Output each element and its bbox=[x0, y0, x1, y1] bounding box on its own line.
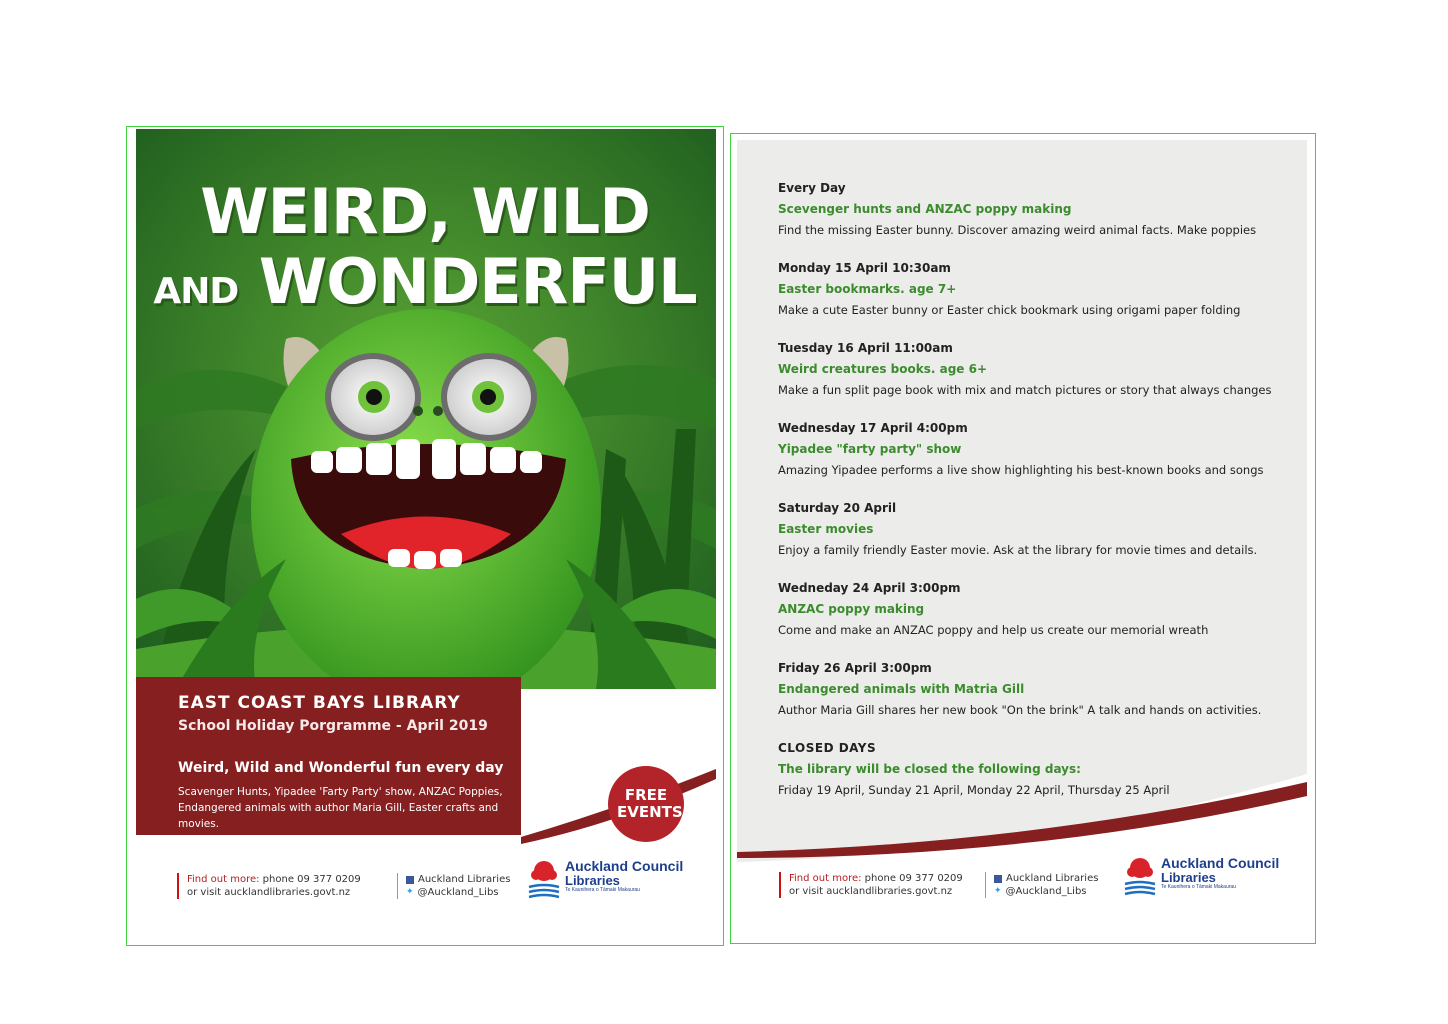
find-phone: phone 09 377 0209 bbox=[259, 874, 361, 885]
find-label: Find out more: bbox=[187, 874, 260, 885]
badge-events: EVENTS bbox=[617, 803, 683, 821]
event-when: Every Day bbox=[778, 181, 846, 195]
event-desc: Enjoy a family friendly Easter movie. Ask at the library for movie times and details. bbox=[778, 543, 1258, 557]
find-web-link[interactable]: or visit aucklandlibraries.govt.nz bbox=[187, 887, 351, 898]
event-item bbox=[778, 178, 1298, 241]
event-title: ANZAC poppy making bbox=[778, 602, 925, 616]
find-label: Find out more: bbox=[789, 873, 862, 884]
facebook-link[interactable]: Auckland Libraries bbox=[1006, 873, 1099, 884]
logo-line2: Libraries bbox=[1161, 870, 1216, 885]
events-list bbox=[778, 178, 1298, 818]
event-title: Yipadee "farty party" show bbox=[778, 442, 962, 456]
event-desc: Find the missing Easter bunny. Discover amazing weird animal facts. Make poppies bbox=[778, 223, 1257, 237]
event-when: Wednesday 17 April 4:00pm bbox=[778, 421, 968, 435]
find-phone: phone 09 377 0209 bbox=[861, 873, 963, 884]
logo-line1: Auckland Council bbox=[565, 858, 684, 874]
event-item bbox=[778, 258, 1298, 321]
tagline: Weird, Wild and Wonderful fun every day bbox=[178, 760, 504, 776]
social-links bbox=[985, 872, 1098, 898]
logo-line3: Te Kaunihera o Tāmaki Makaurau bbox=[565, 887, 640, 893]
event-title: Weird creatures books. age 6+ bbox=[778, 362, 988, 376]
event-title: Easter bookmarks. age 7+ bbox=[778, 282, 957, 296]
pohutukawa-logo-icon bbox=[1123, 856, 1157, 896]
event-when: Saturday 20 April bbox=[778, 501, 897, 515]
hero-title-line2 bbox=[127, 245, 723, 318]
library-name: EAST COAST BAYS LIBRARY bbox=[178, 693, 461, 713]
hero-title-wonderful: WONDERFUL bbox=[258, 245, 697, 318]
event-title: Endangered animals with Matria Gill bbox=[778, 682, 1025, 696]
event-title: Easter movies bbox=[778, 522, 874, 536]
auckland-libraries-logo bbox=[527, 859, 683, 899]
back-page bbox=[730, 133, 1316, 944]
closed-days bbox=[778, 738, 1298, 801]
logo-line2: Libraries bbox=[565, 873, 620, 888]
programme-description: Scavenger Hunts, Yipadee 'Farty Party' show, ANZAC Poppies, Endangered animals with author Maria Gill, Easter crafts and movies. bbox=[178, 786, 503, 830]
twitter-icon: ✦ bbox=[406, 887, 414, 897]
event-item bbox=[778, 658, 1298, 721]
event-desc: Friday 19 April, Sunday 21 April, Monday 22 April, Thursday 25 April bbox=[778, 783, 1170, 797]
facebook-icon bbox=[406, 876, 414, 884]
front-page bbox=[126, 126, 724, 946]
twitter-icon: ✦ bbox=[994, 886, 1002, 896]
find-out-more bbox=[779, 872, 963, 898]
social-links bbox=[397, 873, 510, 899]
logo-text bbox=[1161, 856, 1279, 891]
event-title: The library will be closed the following days: bbox=[778, 762, 1081, 776]
event-item bbox=[778, 578, 1298, 641]
pohutukawa-logo-icon bbox=[527, 859, 561, 899]
event-when: Wedneday 24 April 3:00pm bbox=[778, 581, 961, 595]
badge-free: FREE bbox=[624, 786, 668, 804]
front-footer bbox=[127, 858, 723, 925]
event-desc: Make a fun split page book with mix and match pictures or story that always changes bbox=[778, 383, 1272, 397]
event-when: Tuesday 16 April 11:00am bbox=[778, 341, 953, 355]
event-title: Scevenger hunts and ANZAC poppy making bbox=[778, 202, 1072, 216]
back-footer bbox=[731, 855, 1315, 922]
info-box bbox=[136, 677, 521, 835]
hero-title-line1: WEIRD, WILD bbox=[200, 175, 650, 248]
find-out-more bbox=[177, 873, 361, 899]
event-desc: Amazing Yipadee performs a live show highlighting his best-known books and songs bbox=[778, 463, 1264, 477]
event-when: Monday 15 April 10:30am bbox=[778, 261, 951, 275]
event-when: CLOSED DAYS bbox=[778, 741, 877, 755]
logo-text bbox=[565, 859, 683, 894]
event-item bbox=[778, 498, 1298, 561]
event-item bbox=[778, 418, 1298, 481]
auckland-libraries-logo bbox=[1123, 856, 1279, 896]
event-desc: Come and make an ANZAC poppy and help us create our memorial wreath bbox=[778, 623, 1209, 637]
event-item bbox=[778, 338, 1298, 401]
badge-text bbox=[617, 786, 683, 821]
event-when: Friday 26 April 3:00pm bbox=[778, 661, 932, 675]
programme-title: School Holiday Porgramme - April 2019 bbox=[178, 718, 488, 734]
twitter-link[interactable]: @Auckland_Libs bbox=[1005, 886, 1087, 897]
find-web-link[interactable]: or visit aucklandlibraries.govt.nz bbox=[789, 886, 953, 897]
logo-line1: Auckland Council bbox=[1161, 855, 1280, 871]
hero-title-and: AND bbox=[153, 271, 239, 312]
event-desc: Author Maria Gill shares her new book "On the brink" A talk and hands on activities. bbox=[778, 703, 1262, 717]
facebook-icon bbox=[994, 875, 1002, 883]
event-desc: Make a cute Easter bunny or Easter chick bookmark using origami paper folding bbox=[778, 303, 1241, 317]
facebook-link[interactable]: Auckland Libraries bbox=[418, 874, 511, 885]
logo-line3: Te Kaunihera o Tāmaki Makaurau bbox=[1161, 884, 1236, 890]
twitter-link[interactable]: @Auckland_Libs bbox=[417, 887, 499, 898]
